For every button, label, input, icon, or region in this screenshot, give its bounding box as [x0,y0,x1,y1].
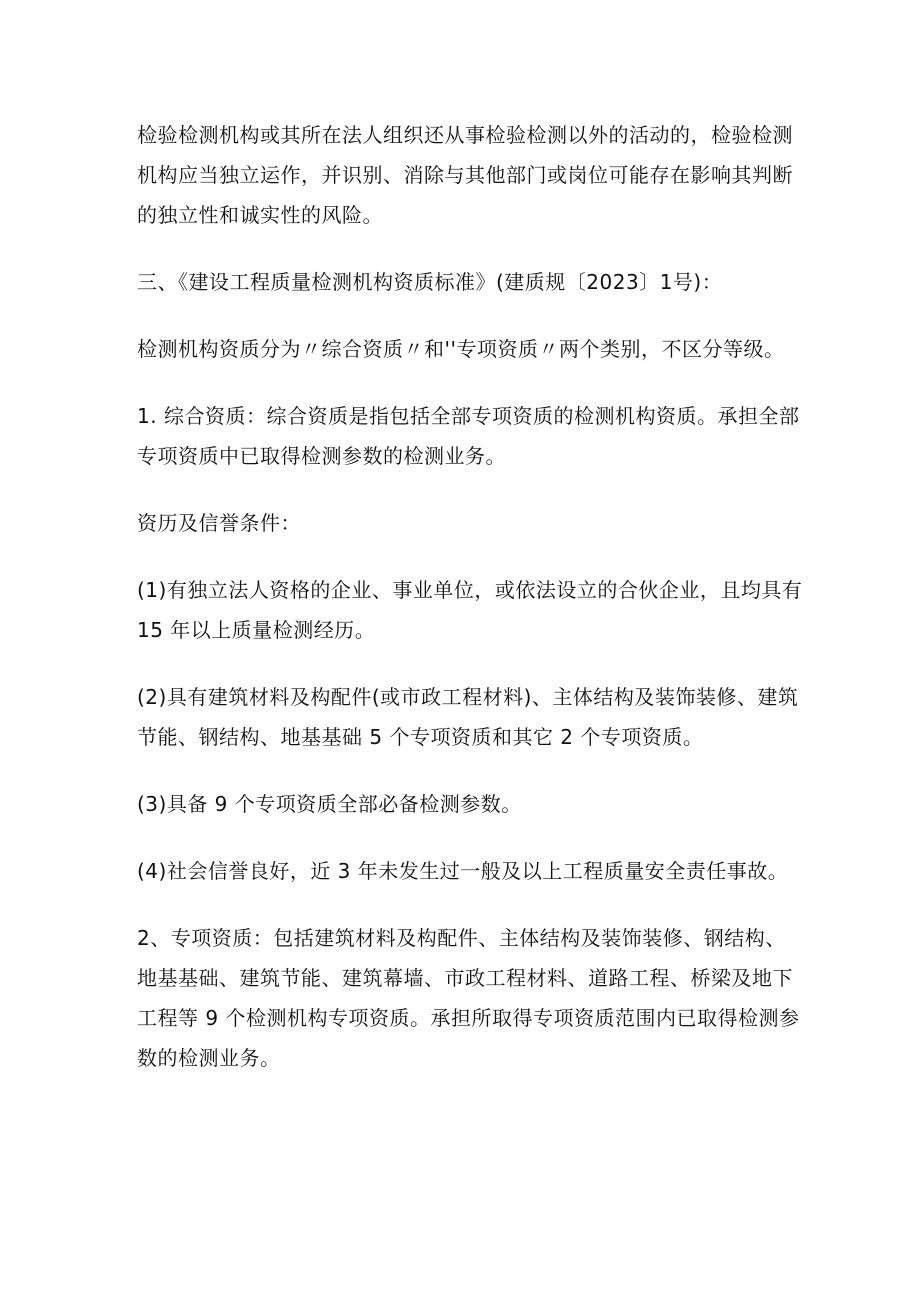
subheading-experience-reputation [137,503,787,543]
text-line: 检测机构资质分为〃综合资质〃和''专项资质〃两个类别，不区分等级。 [137,337,785,361]
text-line: (1)有独立法人资格的企业、事业单位，或依法设立的合伙企业，且均具有 [137,578,803,602]
text-line: 资历及信誉条件： [137,511,301,535]
text-line: 地基基础、建筑节能、建筑幕墙、市政工程材料、道路工程、桥梁及地下 [137,966,793,990]
text-line: 的独立性和诚实性的风险。 [137,203,383,227]
text-line: 机构应当独立运作，并识别、消除与其他部门或岗位可能存在影响其判断 [137,163,793,187]
text-line: 1. 综合资质：综合资质是指包括全部专项资质的检测机构资质。承担全部 [137,404,800,428]
condition-item-1 [137,570,803,650]
text-line: 检验检测机构或其所在法人组织还从事检验检测以外的活动的，检验检测 [137,123,793,147]
text-line: 15 年以上质量检测经历。 [137,618,376,642]
paragraph-independence [137,115,793,235]
section-heading-three [137,262,787,302]
paragraph-comprehensive-qualification [137,396,800,476]
paragraph-qualification-categories [137,329,787,369]
text-line: 节能、钢结构、地基基础 5 个专项资质和其它 2 个专项资质。 [137,725,704,749]
text-line: 数的检测业务。 [137,1046,281,1070]
text-line: 专项资质中已取得检测参数的检测业务。 [137,444,506,468]
condition-item-3 [137,784,787,824]
paragraph-special-qualification [137,918,800,1078]
condition-item-2 [137,677,799,757]
document-body [137,115,803,1078]
text-line: (4)社会信誉良好，近 3 年未发生过一般及以上工程质量安全责任事故。 [137,859,789,883]
text-line: (2)具有建筑材料及构配件(或市政工程材料)、主体结构及装饰装修、建筑 [137,685,799,709]
condition-item-4 [137,851,787,891]
text-line: 工程等 9 个检测机构专项资质。承担所取得专项资质范围内已取得检测参 [137,1006,800,1030]
text-line: (3)具备 9 个专项资质全部必备检测参数。 [137,792,522,816]
text-line: 2、专项资质：包括建筑材料及构配件、主体结构及装饰装修、钢结构、 [137,926,786,950]
text-line: 三、《建设工程质量检测机构资质标准》(建质规〔2023〕1号)： [137,270,723,294]
